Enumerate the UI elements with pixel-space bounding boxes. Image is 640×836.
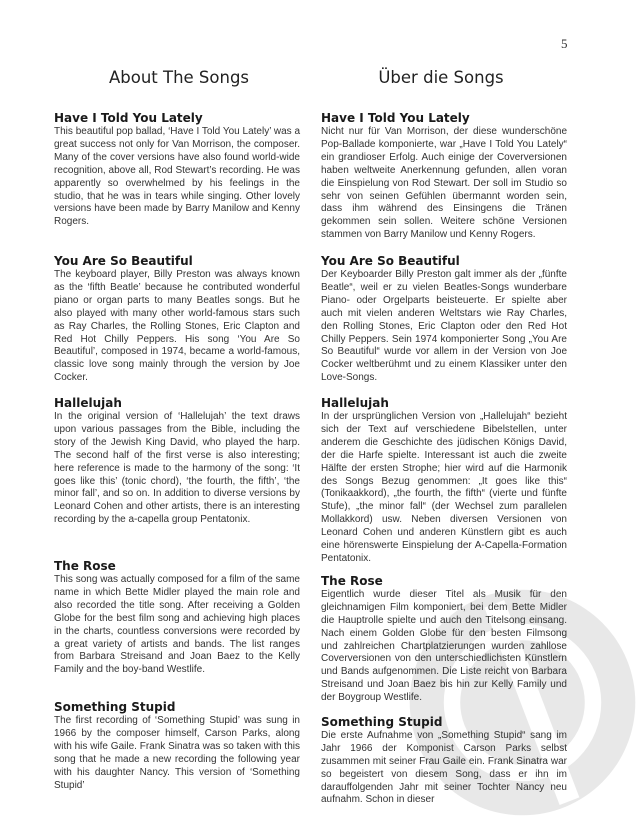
german-column-title: Über die Songs: [378, 68, 504, 87]
section-heading: Have I Told You Lately: [54, 111, 203, 125]
section-text: This beautiful pop ballad, ‘Have I Told You Lately’ was a great success not only for Van Morrison, the composer. Many of the cover versions have also found world-wide recognition, above all, Rod Stewart’s recording. He was apparently so overwhelmed by his feelings in the studio, that he was in tears while singing. Other lovely versions have been made by Barry Manilow and Kenny Rogers.: [54, 126, 300, 228]
page-number: 5: [561, 36, 568, 51]
section-text: Eigentlich wurde dieser Titel als Musik für den gleichnamigen Film komponiert, bei dem Bette Midler die Hauptrolle spielte und auch den Titelsong einsang. Nach einem Golden Globe für den besten Filmsong und zahlreichen Chartplatzierungen wurden zahllose Coverversionen von den unterschiedlichsten Künstlern und Bands aufgenommen. Die Liste reicht von Barbara Streisand und Joan Baez bis hin zur Kelly Family und der Boygroup Westlife.: [321, 588, 567, 704]
german-section-hallelujah: [321, 396, 567, 574]
section-heading: You Are So Beautiful: [321, 254, 460, 268]
section-text: Nicht nur für Van Morrison, der diese wunderschöne Pop-Ballade komponierte, war „Have I Told You Lately“ ein grandioser Erfolg. Auch einige der Coverversionen haben weltweite Anerkennung gefunden, allen voran die Einspielung von Rod Stewart. Der soll im Studio so sehr von seinen Gefühlen übermannt worden sein, dass ihm während des Einsingens die Tränen gekommen sein sollen. Weitere schöne Versionen stammen von Barry Manilow und Kenny Rogers.: [321, 126, 567, 241]
german-section-you-are-so-beautiful: [321, 254, 567, 396]
section-heading: The Rose: [321, 573, 383, 588]
section-text: Der Keyboarder Billy Preston galt immer als der „fünfte Beatle“, weil er zu vielen Beatles-Songs wunderbare Piano- oder Orgelparts beisteuerte. Er spielte aber auch mit vielen anderen Weltstars wie Ray Charles, den Rolling Stones, Eric Clapton oder den Red Hot Chilly Peppers. Sein 1974 komponierter Song „You Are So Beautiful“ wurde vor allem in der Version von Joe Cocker weltberühmt und zu einem Klassiker unter den Love-Songs.: [321, 269, 567, 384]
section-heading: Hallelujah: [54, 396, 122, 410]
english-column: [54, 111, 300, 800]
section-text: In the original version of ‘Hallelujah’ the text draws upon various passages from the Bible, including the story of the Jewish King David, who played the harp. The second half of the first verse is also interesting; here reference is made to the harmony of the song: ‘It goes like this’ (tonic chord), ‘the fourth, the fifth’, ‘the minor fall’, and so on. In addition to diverse versions by Leonard Cohen and other artists, there is an interesting recording by the a-capella group Pentatonix.: [54, 411, 300, 526]
english-section-you-are-so-beautiful: [54, 254, 300, 396]
section-heading: Something Stupid: [321, 714, 443, 729]
section-heading: The Rose: [54, 559, 116, 573]
section-text: The keyboard player, Billy Preston was always known as the ‘fifth Beatle’ because he contributed wonderful piano or organ parts to many Beatles songs. But he also played with many other world-famous stars such as Ray Charles, the Rolling Stones, Eric Clapton and Red Hot Chilly Peppers. His song ‘You Are So Beautiful’, composed in 1974, became a world-famous, classic love song mainly through the version by Joe Cocker.: [54, 269, 300, 384]
english-column-title: About The Songs: [108, 68, 250, 87]
section-heading: Something Stupid: [54, 700, 176, 714]
section-text: The first recording of ‘Something Stupid’ was sung in 1966 by the composer himself, Carson Parks, along with his wife Gaile. Frank Sinatra was so taken with this song that he made a new recording the following year with his daughter Nancy. This version of ‘Something Stupid’: [54, 715, 300, 791]
section-text: Die erste Aufnahme von „Something Stupid“ sang im Jahr 1966 der Komponist Carson Parks selbst zusammen mit seiner Frau Gaile ein. Frank Sinatra war so begeistert von diesem Song, dass er ihn im darauffolgenden Jahr mit seiner Tochter Nancy neu aufnahm. Schon in dieser: [321, 729, 567, 806]
german-section-something-stupid: [321, 715, 567, 815]
german-column: [321, 111, 567, 815]
section-heading: Have I Told You Lately: [321, 111, 470, 125]
section-heading: You Are So Beautiful: [54, 254, 193, 268]
section-text: This song was actually composed for a film of the same name in which Bette Midler played the main role and also recorded the title song. After receiving a Golden Globe for the best film song and achieving high places in the charts, countless conversions were recorded by a great variety of artists and bands. The list ranges from Barbara Streisand and Joan Baez to the Kelly Family and the boy-band Westlife.: [54, 574, 300, 676]
english-section-something-stupid: [54, 700, 300, 800]
english-section-hallelujah: [54, 396, 300, 559]
section-text: In der ursprünglichen Version von „Hallelujah“ bezieht sich der Text auf verschiedene Bibelstellen, unter anderem die Geschichte des jüdischen Königs David, der die Harfe spielte. Interessant ist auch die zweite Hälfte der ersten Strophe; hier wird auf die Harmonik des Songs Bezug genommen: „It goes like this“ (Tonikaakkord), „the fourth, the fifth“ (vierte und fünfte Stufe), „the minor fall“ (der Wechsel zum parallelen Mollakkord) usw. Neben diversen Versionen von Leonard Cohen und anderen Künstlern gibt es auch eine hörenswerte Einspielung der A-Capella-Formation Pentatonix.: [321, 411, 567, 564]
english-section-the-rose: [54, 559, 300, 700]
section-heading: Hallelujah: [321, 396, 389, 410]
german-section-the-rose: [321, 574, 567, 715]
german-section-have-i-told-you-lately: [321, 111, 567, 254]
english-section-have-i-told-you-lately: [54, 111, 300, 254]
